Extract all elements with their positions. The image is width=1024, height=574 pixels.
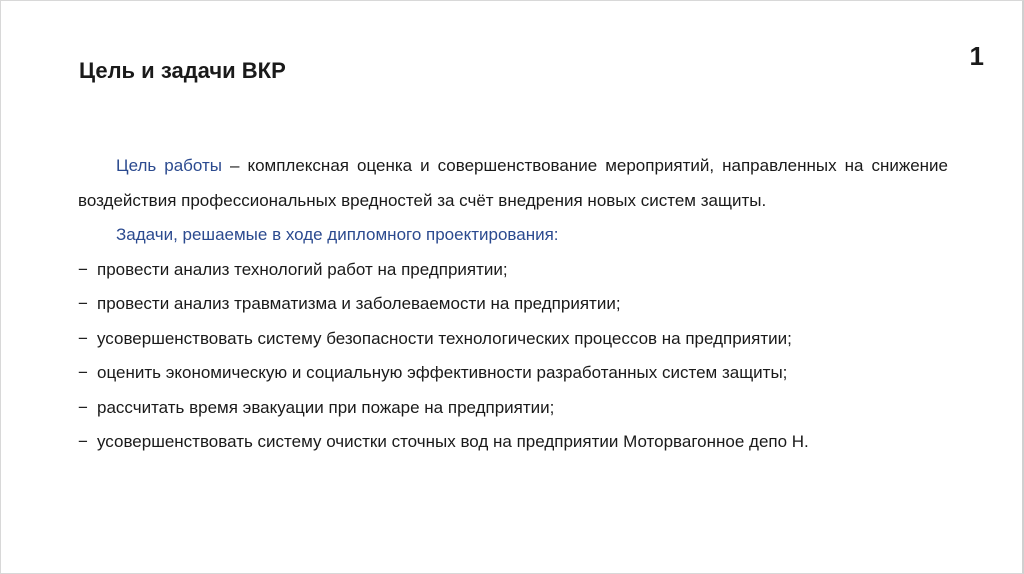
list-item [78, 356, 948, 391]
task-text: усовершенствовать систему очистки сточных вод на предприятии Моторвагонное депо Н. [97, 432, 809, 451]
goal-text: – комплексная оценка и совершенствование мероприятий, направленных на снижение воздействия профессиональных вредностей за счёт внедрения новых систем защиты. [78, 156, 948, 210]
task-text: усовершенствовать систему безопасности технологических процессов на предприятии; [97, 328, 792, 348]
task-text: провести анализ технологий работ на предприятии; [97, 259, 508, 279]
goal-label: Цель работы [116, 156, 222, 175]
tasks-heading: Задачи, решаемые в ходе дипломного проектирования: [116, 225, 559, 244]
list-item [78, 391, 948, 426]
goal-paragraph [78, 149, 948, 218]
bullet-dash: − [78, 432, 88, 451]
slide-content [78, 149, 948, 460]
task-text: рассчитать время эвакуации при пожаре на предприятии; [97, 397, 555, 417]
task-list [78, 253, 948, 460]
page-number: 1 [969, 41, 984, 71]
bullet-dash: − [78, 363, 88, 382]
task-text: оценить экономическую и социальную эффективности разработанных систем защиты; [97, 363, 788, 382]
bullet-dash: − [78, 294, 88, 313]
list-item [78, 425, 948, 460]
bullet-dash: − [78, 259, 88, 279]
task-text: провести анализ травматизма и заболеваемости на предприятии; [97, 294, 621, 313]
bullet-dash: − [78, 328, 88, 348]
bullet-dash: − [78, 397, 88, 417]
slide-title: Цель и задачи ВКР [79, 58, 286, 83]
list-item [78, 322, 948, 357]
list-item [78, 253, 948, 288]
list-item [78, 287, 948, 322]
